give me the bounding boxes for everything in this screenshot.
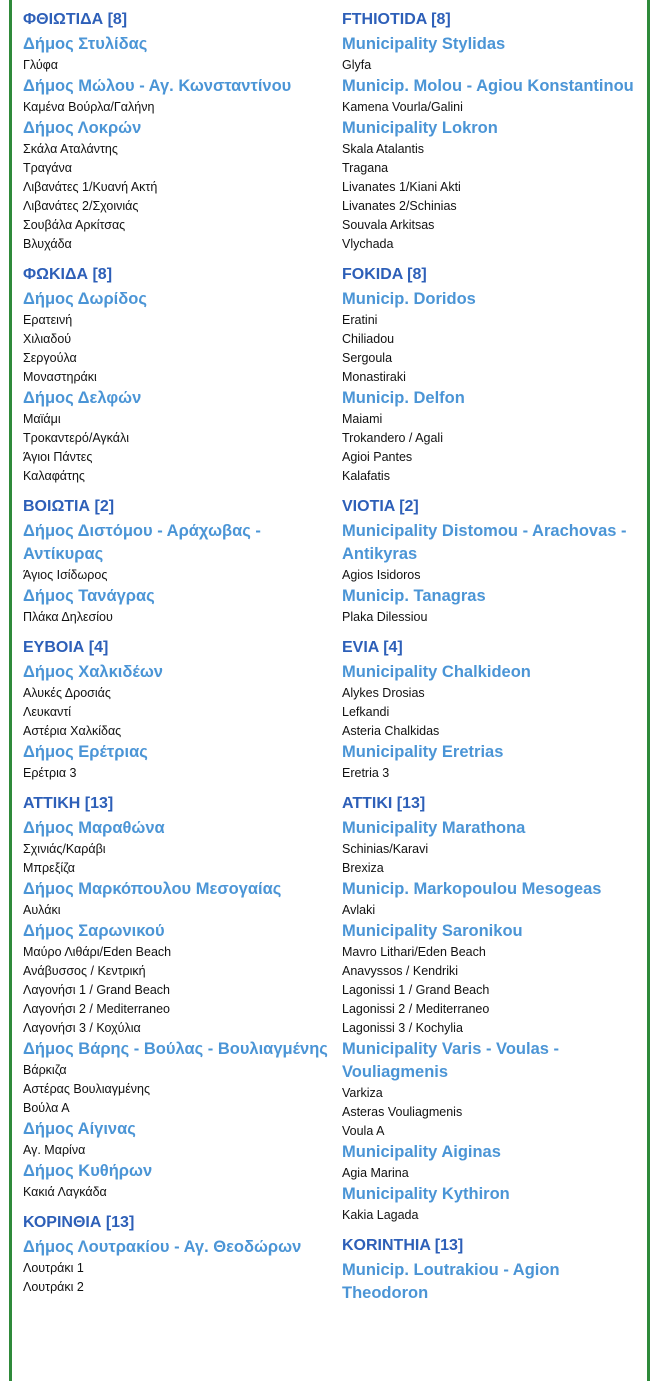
beach-item: Ερέτρια 3 <box>23 766 77 780</box>
municipality-link[interactable]: Δήμος Μαραθώνα <box>23 819 165 837</box>
region-heading: ATTIKI [13] <box>342 795 426 812</box>
section-spacer <box>23 1202 333 1210</box>
beach-item: Ανάβυσσος / Κεντρική <box>23 964 146 978</box>
municipality-link[interactable]: Municipality Distomou - Arachovas - Antikyras <box>342 522 627 563</box>
region-heading: ΦΘΙΩΤΙΔΑ [8] <box>23 11 128 28</box>
beach-item: Λαγονήσι 1 / Grand Beach <box>23 983 170 997</box>
municipality-link[interactable]: Municipality Lokron <box>342 119 498 137</box>
beach-item: Αλυκές Δροσιάς <box>23 686 111 700</box>
beach-item: Livanates 2/Schinias <box>342 199 457 213</box>
beach-item: Γλύφα <box>23 58 59 72</box>
region-heading: VIOTIA [2] <box>342 498 419 515</box>
beach-item: Mavro Lithari/Eden Beach <box>342 945 486 959</box>
section-spacer <box>23 486 333 494</box>
beach-item: Πλάκα Δηλεσίου <box>23 610 113 624</box>
municipality-link[interactable]: Δήμος Κυθήρων <box>23 1162 153 1180</box>
region-heading: ΑΤΤΙΚΗ [13] <box>23 795 114 812</box>
municipality-link[interactable]: Δήμος Βάρης - Βούλας - Βουλιαγμένης <box>23 1040 328 1058</box>
beach-item: Καμένα Βούρλα/Γαλήνη <box>23 100 155 114</box>
municipality-link[interactable]: Δήμος Λουτρακίου - Αγ. Θεοδώρων <box>23 1238 302 1256</box>
section-spacer <box>342 1305 642 1313</box>
beach-item: Χιλιαδού <box>23 332 72 346</box>
region-heading: ΚΟΡΙΝΘΙΑ [13] <box>23 1214 135 1231</box>
section-spacer <box>342 254 642 262</box>
municipality-link[interactable]: Δήμος Δωρίδος <box>23 290 147 308</box>
beach-item: Agios Isidoros <box>342 568 421 582</box>
section-spacer <box>23 254 333 262</box>
beach-item: Agioi Pantes <box>342 450 413 464</box>
municipality-link[interactable]: Δήμος Μώλου - Αγ. Κωνσταντίνου <box>23 77 292 95</box>
beach-item: Vlychada <box>342 237 394 251</box>
beach-item: Souvala Arkitsas <box>342 218 435 232</box>
beach-item: Alykes Drosias <box>342 686 425 700</box>
section-spacer <box>342 486 642 494</box>
beach-item: Eretria 3 <box>342 766 390 780</box>
region-heading: ΒΟΙΩΤΙΑ [2] <box>23 498 115 515</box>
beach-item: Lagonissi 1 / Grand Beach <box>342 983 490 997</box>
municipality-link[interactable]: Municip. Molou - Agiou Konstantinou <box>342 77 634 95</box>
beach-item: Λαγονήσι 3 / Κοχύλια <box>23 1021 141 1035</box>
beach-item: Βούλα Α <box>23 1101 70 1115</box>
beach-item: Asteria Chalkidas <box>342 724 440 738</box>
beach-item: Ερατεινή <box>23 313 73 327</box>
greek-column <box>23 7 333 1305</box>
beach-item: Άγιοι Πάντες <box>23 450 93 464</box>
beach-item: Αστέρια Χαλκίδας <box>23 724 122 738</box>
region-heading: ΕΥΒΟΙΑ [4] <box>23 639 109 656</box>
beach-item: Λευκαντί <box>23 705 72 719</box>
beach-item: Σεργούλα <box>23 351 77 365</box>
beach-item: Varkiza <box>342 1086 383 1100</box>
municipality-link[interactable]: Municip. Tanagras <box>342 587 486 605</box>
municipality-link[interactable]: Δήμος Χαλκιδέων <box>23 663 163 681</box>
section-spacer <box>342 783 642 791</box>
beach-item: Skala Atalantis <box>342 142 424 156</box>
beach-item: Chiliadou <box>342 332 395 346</box>
municipality-link[interactable]: Δήμος Διστόμου - Αράχωβας - Αντίκυρας <box>23 522 261 563</box>
beach-item: Lagonissi 3 / Kochylia <box>342 1021 463 1035</box>
beach-item: Αγ. Μαρίνα <box>23 1143 86 1157</box>
beach-item: Brexiza <box>342 861 384 875</box>
beach-item: Lagonissi 2 / Mediterraneo <box>342 1002 490 1016</box>
beach-item: Λιβανάτες 2/Σχοινιάς <box>23 199 139 213</box>
beach-item: Anavyssos / Kendriki <box>342 964 459 978</box>
beach-item: Agia Marina <box>342 1166 409 1180</box>
municipality-link[interactable]: Δήμος Αίγινας <box>23 1120 136 1138</box>
municipality-link[interactable]: Δήμος Τανάγρας <box>23 587 155 605</box>
municipality-link[interactable]: Δήμος Λοκρών <box>23 119 142 137</box>
beach-item: Glyfa <box>342 58 372 72</box>
municipality-link[interactable]: Municipality Saronikou <box>342 922 523 940</box>
beach-item: Άγιος Ισίδωρος <box>23 568 108 582</box>
beach-item: Σουβάλα Αρκίτσας <box>23 218 126 232</box>
beach-item: Sergoula <box>342 351 393 365</box>
beach-item: Tragana <box>342 161 389 175</box>
beach-item: Kakia Lagada <box>342 1208 419 1222</box>
section-spacer <box>23 783 333 791</box>
beach-item: Livanates 1/Kiani Akti <box>342 180 461 194</box>
beach-item: Λουτράκι 2 <box>23 1280 84 1294</box>
municipality-link[interactable]: Municipality Aiginas <box>342 1143 501 1161</box>
beach-item: Βλυχάδα <box>23 237 72 251</box>
beach-item: Λιβανάτες 1/Κυανή Ακτή <box>23 180 158 194</box>
region-heading: KORINTHIA [13] <box>342 1237 464 1254</box>
municipality-link[interactable]: Δήμος Στυλίδας <box>23 35 148 53</box>
beach-item: Trokandero / Agali <box>342 431 443 445</box>
beach-item: Καλαφάτης <box>23 469 85 483</box>
municipality-link[interactable]: Δήμος Ερέτριας <box>23 743 148 761</box>
municipality-link[interactable]: Municipality Stylidas <box>342 35 506 53</box>
municipality-link[interactable]: Municip. Delfon <box>342 389 465 407</box>
municipality-link[interactable]: Municip. Markopoulou Mesogeas <box>342 880 602 898</box>
municipality-link[interactable]: Δήμος Μαρκόπουλου Μεσογαίας <box>23 880 282 898</box>
municipality-link[interactable]: Municip. Doridos <box>342 290 476 308</box>
region-heading: FTHIOTIDA [8] <box>342 11 451 28</box>
beach-item: Λαγονήσι 2 / Mediterraneo <box>23 1002 170 1016</box>
beach-item: Kamena Vourla/Galini <box>342 100 463 114</box>
beach-item: Σχινιάς/Καράβι <box>23 842 106 856</box>
section-spacer <box>23 1297 333 1305</box>
beach-item: Μπρεξίζα <box>23 861 75 875</box>
beach-item: Avlaki <box>342 903 376 917</box>
beach-item: Voula A <box>342 1124 385 1138</box>
section-spacer <box>342 627 642 635</box>
english-column <box>342 7 642 1313</box>
municipality-link[interactable]: Municipality Varis - Voulas - Vouliagmenis <box>342 1040 559 1081</box>
beach-item: Αστέρας Βουλιαγμένης <box>23 1082 151 1096</box>
beach-item: Μοναστηράκι <box>23 370 97 384</box>
beach-item: Kalafatis <box>342 469 390 483</box>
beach-item: Κακιά Λαγκάδα <box>23 1185 107 1199</box>
municipality-link[interactable]: Δήμος Δελφών <box>23 389 142 407</box>
beach-item: Eratini <box>342 313 378 327</box>
beach-item: Μαϊάμι <box>23 412 61 426</box>
beach-item: Plaka Dilessiou <box>342 610 428 624</box>
municipality-link[interactable]: Municipality Kythiron <box>342 1185 510 1203</box>
region-heading: ΦΩΚΙΔΑ [8] <box>23 266 113 283</box>
beach-item: Monastiraki <box>342 370 406 384</box>
beach-item: Αυλάκι <box>23 903 61 917</box>
beach-item: Lefkandi <box>342 705 390 719</box>
beach-item: Λουτράκι 1 <box>23 1261 84 1275</box>
municipality-link[interactable]: Δήμος Σαρωνικού <box>23 922 165 940</box>
region-heading: FOKIDA [8] <box>342 266 427 283</box>
municipality-link[interactable]: Municip. Loutrakiou - Agion Theodoron <box>342 1261 560 1302</box>
region-heading: EVIA [4] <box>342 639 403 656</box>
beach-item: Μαύρο Λιθάρι/Eden Beach <box>23 945 172 959</box>
section-spacer <box>342 1225 642 1233</box>
beach-item: Τροκαντερό/Αγκάλι <box>23 431 130 445</box>
beach-item: Asteras Vouliagmenis <box>342 1105 463 1119</box>
municipality-link[interactable]: Municipality Chalkideon <box>342 663 531 681</box>
beach-item: Σκάλα Αταλάντης <box>23 142 118 156</box>
section-spacer <box>23 627 333 635</box>
beach-item: Τραγάνα <box>23 161 72 175</box>
beach-item: Maiami <box>342 412 383 426</box>
beach-item: Schinias/Karavi <box>342 842 429 856</box>
beach-item: Βάρκιζα <box>23 1063 67 1077</box>
municipality-link[interactable]: Municipality Eretrias <box>342 743 504 761</box>
municipality-link[interactable]: Municipality Marathona <box>342 819 526 837</box>
